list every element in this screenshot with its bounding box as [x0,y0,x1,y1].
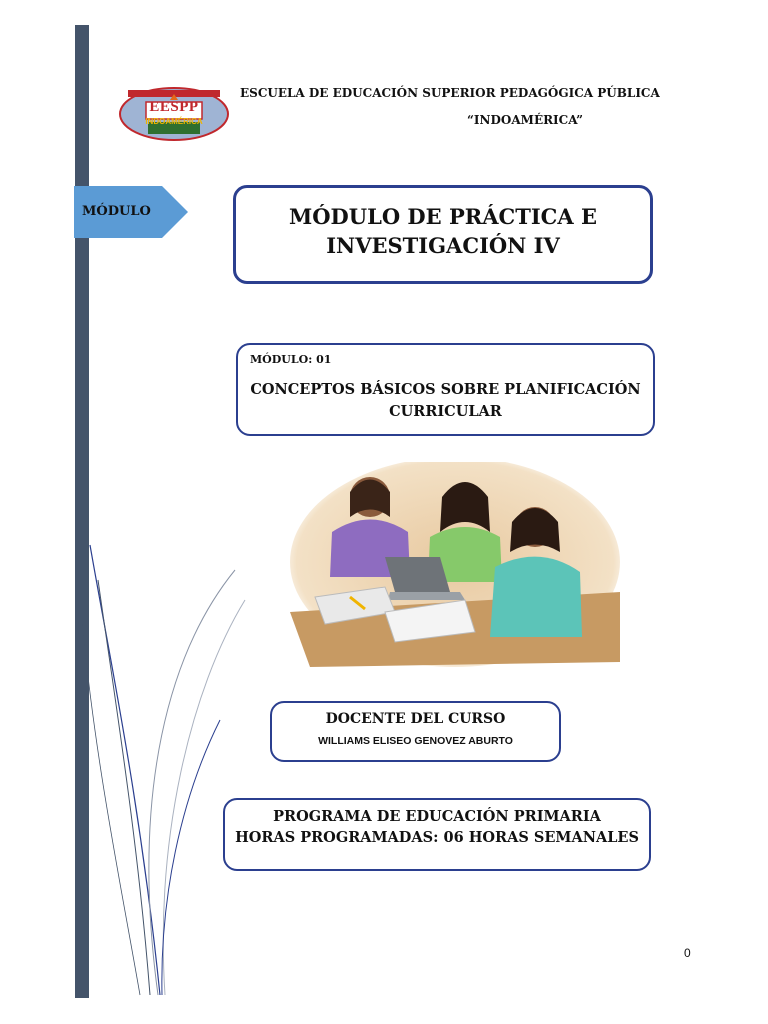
page-title [236,202,650,260]
logo-text: EESPP [149,98,199,115]
decorative-swoosh [70,540,250,1000]
program-name: PROGRAMA DE EDUCACIÓN PRIMARIA [273,808,601,825]
students-illustration [290,462,620,672]
school-name: ESCUELA DE EDUCACIÓN SUPERIOR PEDAGÓGICA PÚBLICA [240,86,660,100]
school-logo [118,84,230,142]
module-title-line-2: CURRICULAR [389,403,502,420]
module-tag [74,186,188,238]
teacher-box [270,701,561,762]
title-line-2: INVESTIGACIÓN IV [326,233,560,258]
teacher-name: WILLIAMS ELISEO GENOVEZ ABURTO [318,735,513,747]
program-box [223,798,651,871]
page-number: 0 [684,946,691,960]
title-line-1: MÓDULO DE PRÁCTICA E [289,204,597,229]
module-title-line-1: CONCEPTOS BÁSICOS SOBRE PLANIFICACIÓN [250,381,641,398]
module-box [236,343,655,436]
module-number: MÓDULO: 01 [250,353,332,366]
module-title [238,379,653,423]
teacher-label: DOCENTE DEL CURSO [325,711,506,727]
module-tag-label: MÓDULO [82,204,151,219]
school-subname: “INDOAMÉRICA” [467,113,584,127]
title-box [233,185,653,284]
program-hours: HORAS PROGRAMADAS: 06 HORAS SEMANALES [235,829,639,846]
logo-subtext: INDOAMÉRICA [145,116,203,126]
